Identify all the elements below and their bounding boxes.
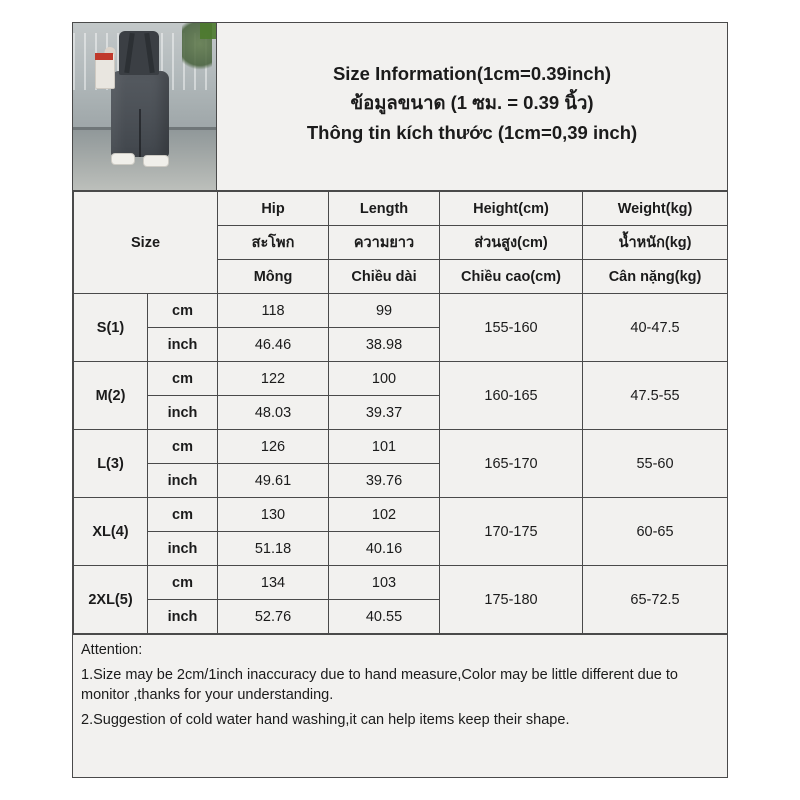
cell-weight: 65-72.5	[583, 566, 728, 634]
table-row	[74, 566, 728, 600]
cell-hip-inch: 52.76	[218, 600, 329, 634]
cell-height: 155-160	[440, 294, 583, 362]
col-length-en: Length	[329, 192, 440, 226]
row-size-label: S(1)	[74, 294, 148, 362]
row-unit-cm: cm	[148, 430, 218, 464]
cell-hip-inch: 48.03	[218, 396, 329, 430]
row-unit-cm: cm	[148, 294, 218, 328]
cell-length-inch: 40.55	[329, 600, 440, 634]
title-line-en: Size Information(1cm=0.39inch)	[332, 62, 612, 84]
cell-length-inch: 39.76	[329, 464, 440, 498]
title-line-vi: Thông tin kích thước (1cm=0,39 inch)	[306, 121, 638, 143]
size-chart-sheet	[72, 22, 728, 778]
photo-pants-seam	[139, 109, 141, 157]
cell-weight: 60-65	[583, 498, 728, 566]
cell-length-cm: 101	[329, 430, 440, 464]
row-unit-inch: inch	[148, 396, 218, 430]
cell-hip-inch: 49.61	[218, 464, 329, 498]
cell-hip-cm: 118	[218, 294, 329, 328]
cell-weight: 47.5-55	[583, 362, 728, 430]
sheet-header	[73, 23, 727, 191]
attention-block	[73, 634, 727, 774]
cell-height: 160-165	[440, 362, 583, 430]
attention-line-1: 1.Size may be 2cm/1inch inaccuracy due to hand measure,Color may be little different due to monitor ,thanks for your understanding.	[81, 666, 678, 704]
col-height-en: Height(cm)	[440, 192, 583, 226]
photo-shoe-left	[111, 153, 135, 165]
col-height-vi: Chiều cao(cm)	[440, 260, 583, 294]
row-unit-cm: cm	[148, 362, 218, 396]
row-unit-inch: inch	[148, 328, 218, 362]
col-height-th: ส่วนสูง(cm)	[440, 226, 583, 260]
col-hip-vi: Mông	[218, 260, 329, 294]
cell-hip-inch: 46.46	[218, 328, 329, 362]
row-size-label: XL(4)	[74, 498, 148, 566]
col-length-vi: Chiều dài	[329, 260, 440, 294]
table-row	[74, 362, 728, 396]
col-weight-vi: Cân nặng(kg)	[583, 260, 728, 294]
cell-hip-cm: 130	[218, 498, 329, 532]
col-weight-th: น้ำหนัก(kg)	[583, 226, 728, 260]
table-header-row-en	[74, 192, 728, 226]
attention-line-2: 2.Suggestion of cold water hand washing,it can help items keep their shape.	[81, 711, 570, 728]
cell-weight: 55-60	[583, 430, 728, 498]
photo-bag-accent	[95, 53, 113, 60]
product-photo	[73, 23, 217, 190]
attention-heading: Attention:	[81, 642, 143, 658]
cell-length-cm: 103	[329, 566, 440, 600]
cell-height: 175-180	[440, 566, 583, 634]
photo-green-corner	[200, 23, 216, 39]
size-header-cell: Size	[74, 192, 218, 294]
col-length-th: ความยาว	[329, 226, 440, 260]
col-hip-th: สะโพก	[218, 226, 329, 260]
cell-length-inch: 38.98	[329, 328, 440, 362]
row-unit-inch: inch	[148, 464, 218, 498]
table-row	[74, 294, 728, 328]
row-unit-cm: cm	[148, 566, 218, 600]
cell-length-inch: 40.16	[329, 532, 440, 566]
row-size-label: M(2)	[74, 362, 148, 430]
cell-height: 165-170	[440, 430, 583, 498]
cell-hip-inch: 51.18	[218, 532, 329, 566]
size-table	[73, 191, 728, 634]
row-unit-cm: cm	[148, 498, 218, 532]
row-size-label: L(3)	[74, 430, 148, 498]
title-line-th: ข้อมูลขนาด (1 ซม. = 0.39 นิ้ว)	[350, 92, 594, 114]
photo-shoe-right	[143, 155, 169, 167]
col-weight-en: Weight(kg)	[583, 192, 728, 226]
row-unit-inch: inch	[148, 532, 218, 566]
cell-length-cm: 102	[329, 498, 440, 532]
cell-height: 170-175	[440, 498, 583, 566]
cell-hip-cm: 134	[218, 566, 329, 600]
cell-hip-cm: 126	[218, 430, 329, 464]
cell-hip-cm: 122	[218, 362, 329, 396]
title-block	[217, 23, 727, 190]
cell-weight: 40-47.5	[583, 294, 728, 362]
cell-length-inch: 39.37	[329, 396, 440, 430]
table-row	[74, 498, 728, 532]
row-size-label: 2XL(5)	[74, 566, 148, 634]
row-unit-inch: inch	[148, 600, 218, 634]
cell-length-cm: 100	[329, 362, 440, 396]
table-row	[74, 430, 728, 464]
col-hip-en: Hip	[218, 192, 329, 226]
cell-length-cm: 99	[329, 294, 440, 328]
